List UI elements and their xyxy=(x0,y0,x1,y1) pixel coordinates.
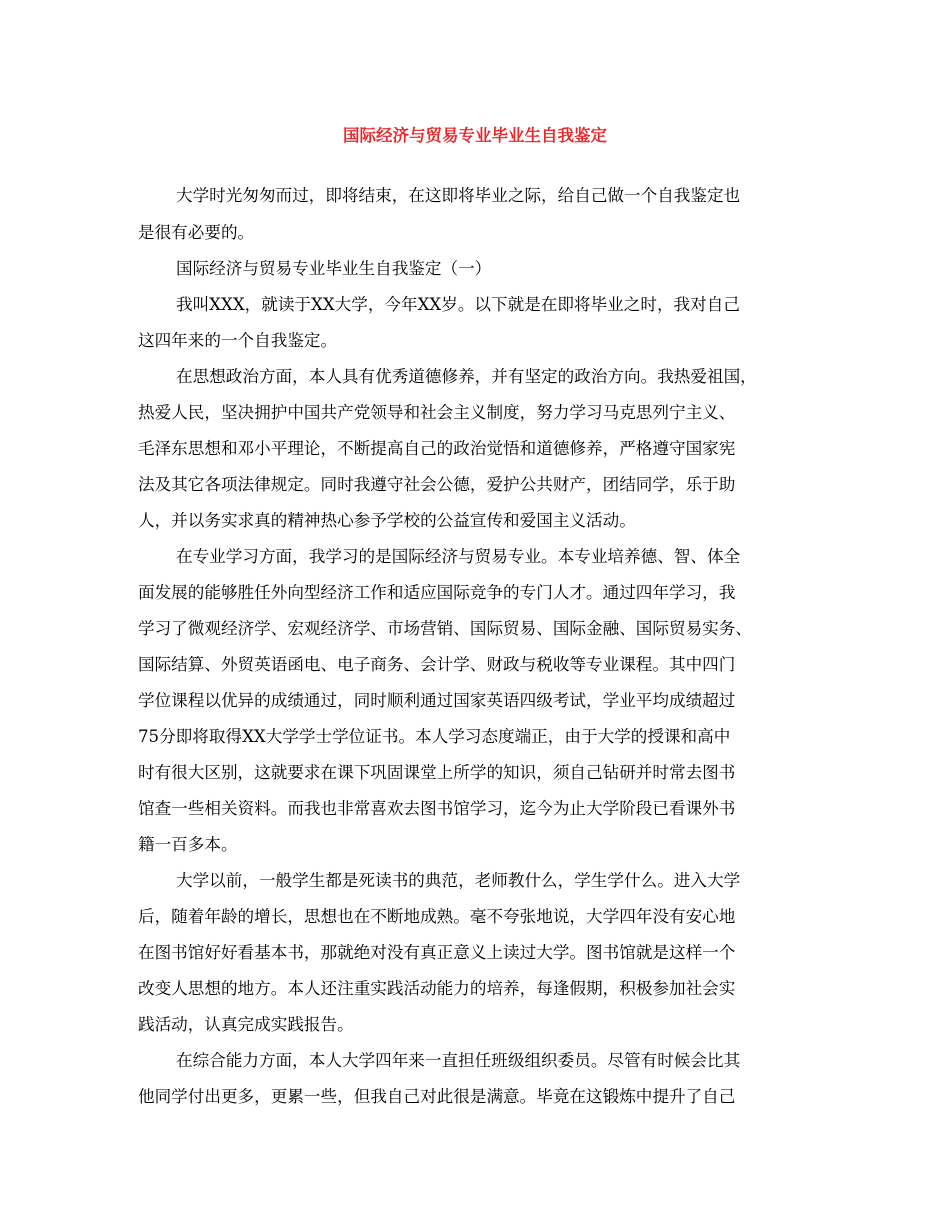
text-line: 毛泽东思想和邓小平理论，不断提高自己的政治觉悟和道德修养，严格遵守国家宪 xyxy=(138,439,736,458)
text-line: 在综合能力方面，本人大学四年来一直担任班级组织委员。尽管有时候会比其 xyxy=(176,1051,741,1070)
text-line: 学习了微观经济学、宏观经济学、市场营销、国际贸易、国际金融、国际贸易实务、 xyxy=(138,619,752,638)
text-line: 在思想政治方面，本人具有优秀道德修养，并有坚定的政治方向。我热爱祖国， xyxy=(176,367,757,386)
text-line: 大学时光匆匆而过，即将结束，在这即将毕业之际，给自己做一个自我鉴定也 xyxy=(176,186,741,205)
text-line: 热爱人民，坚决拥护中国共产党领导和社会主义制度，努力学习马克思列宁主义、 xyxy=(138,403,736,422)
text-line: 大学以前，一般学生都是死读书的典范，老师教什么，学生学什么。进入大学 xyxy=(176,871,741,890)
text-line: 馆查一些相关资料。而我也非常喜欢去图书馆学习，迄今为止大学阶段已看课外书 xyxy=(138,799,736,818)
text-line: 他同学付出更多，更累一些，但我自己对此很是满意。毕竟在这锻炼中提升了自己 xyxy=(138,1087,736,1106)
text-line: 我叫XXX，就读于XX大学，今年XX岁。以下就是在即将毕业之时，我对自己 xyxy=(176,295,740,314)
section-heading: 国际经济与贸易专业毕业生自我鉴定（一） xyxy=(176,259,492,278)
text-line: 践活动，认真完成实践报告。 xyxy=(138,1015,354,1034)
text-line: 这四年来的一个自我鉴定。 xyxy=(138,331,338,350)
text-line: 改变人思想的地方。本人还注重实践活动能力的培养，每逢假期，积极参加社会实 xyxy=(138,979,736,998)
text-line: 是很有必要的。 xyxy=(138,223,255,242)
text-line: 国际结算、外贸英语函电、电子商务、会计学、财政与税收等专业课程。其中四门 xyxy=(138,655,736,674)
text-line: 后，随着年龄的增长，思想也在不断地成熟。毫不夸张地说，大学四年没有安心地 xyxy=(138,907,736,926)
document-title: 国际经济与贸易专业毕业生自我鉴定 xyxy=(343,126,607,145)
text-line: 75分即将取得XX大学学士学位证书。本人学习态度端正，由于大学的授课和高中 xyxy=(138,727,731,746)
text-line: 人，并以务实求真的精神热心参予学校的公益宣传和爱国主义活动。 xyxy=(138,511,636,530)
text-line: 在图书馆好好看基本书，那就绝对没有真正意义上读过大学。图书馆就是这样一个 xyxy=(138,943,736,962)
text-line: 法及其它各项法律规定。同时我遵守社会公德，爱护公共财产，团结同学，乐于助 xyxy=(138,475,736,494)
text-line: 学位课程以优异的成绩通过，同时顺利通过国家英语四级考试，学业平均成绩超过 xyxy=(138,691,736,710)
text-line: 籍一百多本。 xyxy=(138,835,238,854)
text-line: 面发展的能够胜任外向型经济工作和适应国际竞争的专门人才。通过四年学习，我 xyxy=(138,583,736,602)
text-line: 时有很大区别，这就要求在课下巩固课堂上所学的知识，须自己钻研并时常去图书 xyxy=(138,763,736,782)
text-line: 在专业学习方面，我学习的是国际经济与贸易专业。本专业培养德、智、体全 xyxy=(176,547,741,566)
